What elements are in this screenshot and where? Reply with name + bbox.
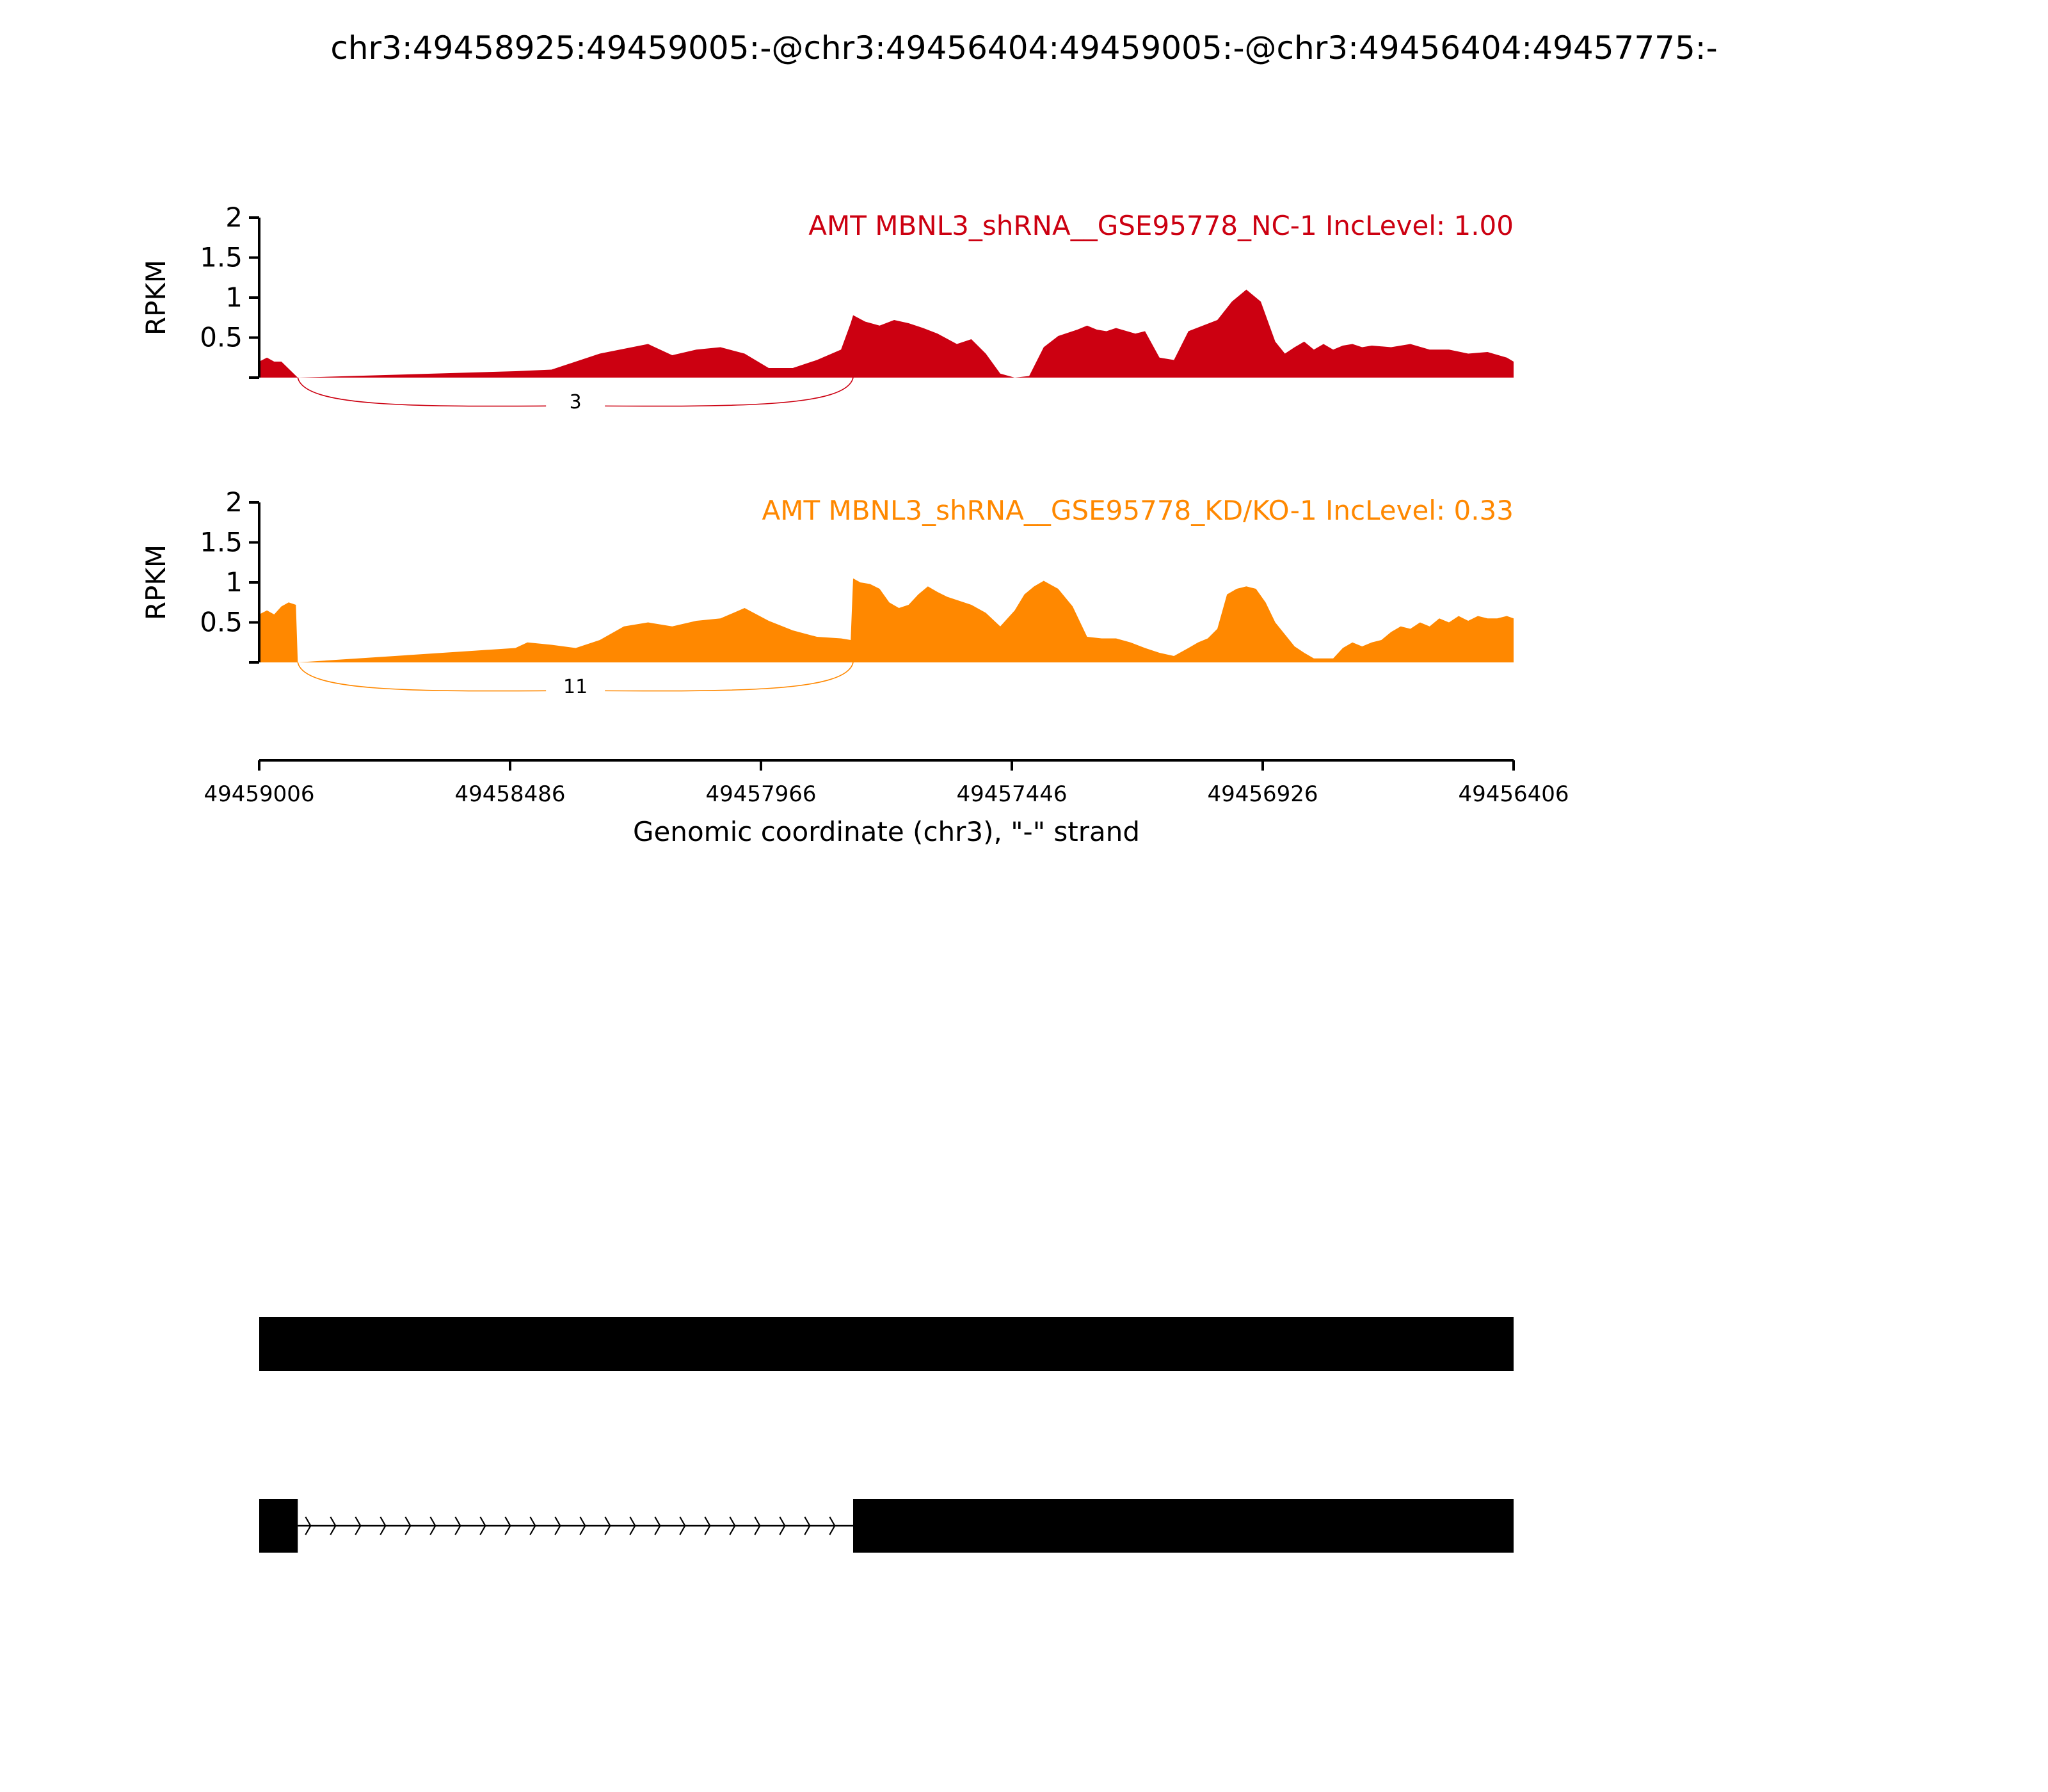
x-tick-label: 49456926: [1207, 781, 1318, 807]
y-tick-label: 2: [225, 486, 243, 518]
x-tick-label: 49456406: [1458, 781, 1569, 807]
track-title: AMT MBNL3_shRNA__GSE95778_KD/KO-1 IncLevel: 0.33: [762, 495, 1514, 526]
junction-count: 11: [563, 676, 588, 698]
y-tick-label: 1.5: [200, 526, 243, 558]
coverage-area: [259, 579, 1514, 662]
exon-block: [259, 1317, 1514, 1371]
exon-block: [259, 1499, 298, 1553]
transcript-models: [259, 1317, 1514, 1553]
exon-block: [853, 1499, 1514, 1553]
x-tick-label: 49457966: [705, 781, 817, 807]
genomic-x-axis: [204, 760, 1569, 807]
y-tick-label: 1: [225, 282, 243, 313]
y-axis-label: RPKM: [140, 544, 172, 621]
coverage-track-kd: [140, 486, 1514, 700]
junction-count: 3: [569, 391, 582, 413]
y-tick-label: 0.5: [200, 606, 243, 638]
y-tick-label: 1.5: [200, 241, 243, 273]
figure-title: chr3:49458925:49459005:-@chr3:49456404:49459005:-@chr3:49456404:49457775:-: [330, 29, 1718, 67]
y-axis-label: RPKM: [140, 259, 172, 336]
x-tick-label: 49457446: [956, 781, 1068, 807]
y-tick-label: 1: [225, 566, 243, 598]
x-axis-label: Genomic coordinate (chr3), "-" strand: [632, 816, 1140, 847]
coverage-area: [259, 290, 1514, 378]
y-tick-label: 0.5: [200, 321, 243, 353]
x-tick-label: 49459006: [204, 781, 315, 807]
y-tick-label: 2: [225, 202, 243, 233]
track-title: AMT MBNL3_shRNA__GSE95778_NC-1 IncLevel: 1.00: [808, 210, 1514, 241]
coverage-track-nc: [140, 202, 1514, 415]
x-tick-label: 49458486: [454, 781, 566, 807]
